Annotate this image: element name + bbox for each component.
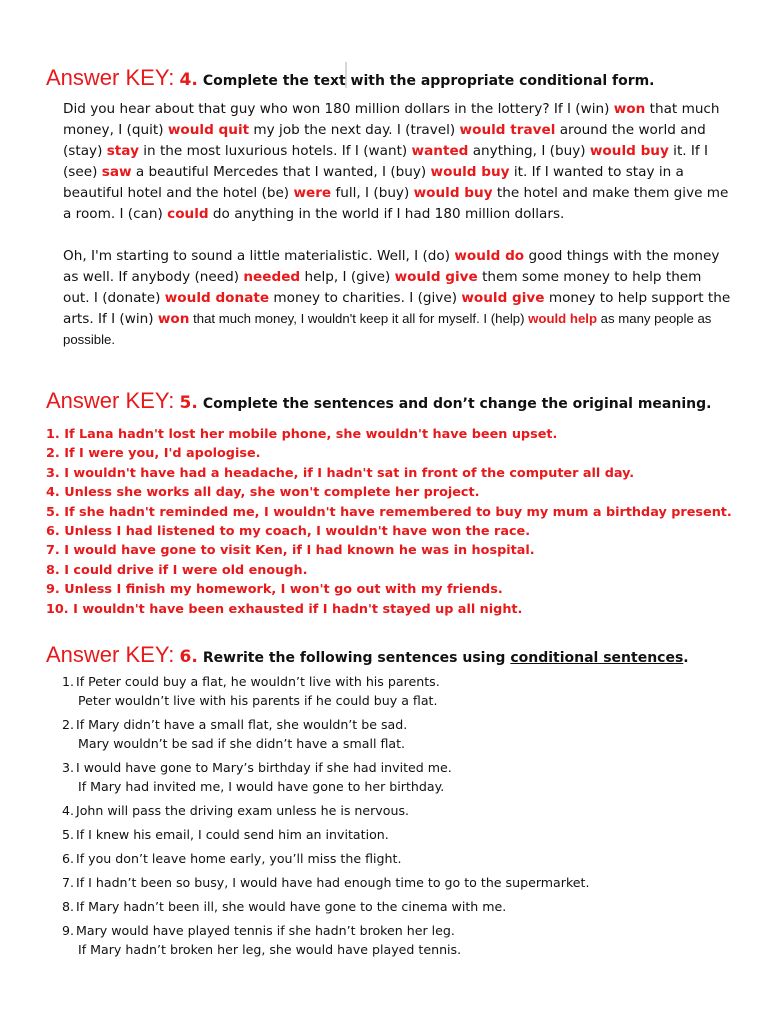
answer-key-label: Answer KEY: (46, 388, 175, 413)
instruction-underlined-text: conditional sentences (510, 650, 684, 666)
original-sentence: If I knew his email, I could send him an invitation. (76, 827, 389, 842)
text-run: money to charities. I (give) (269, 290, 462, 306)
answer-word: would travel (459, 122, 556, 138)
text-run: money to help support the arts. If I (win) (63, 290, 731, 327)
answer-item: 3. I wouldn't have had a headache, if I hadn't sat in front of the computer all day. (46, 465, 635, 481)
answer-item: 4. Unless she works all day, she won't complete her project. (46, 485, 480, 501)
original-sentence: If Mary hadn’t been ill, she would have gone to the cinema with me. (76, 899, 507, 914)
item-number: 6. (62, 851, 75, 866)
answer-item: 10. I wouldn't have been exhausted if I hadn't stayed up all night. (46, 601, 523, 617)
rewritten-sentence: Peter wouldn’t live with his parents if he could buy a flat. (78, 693, 438, 708)
text-run: do anything in the world if I had 180 million dollars. (208, 206, 565, 222)
rewrite-item (62, 897, 738, 916)
section-5-heading (46, 390, 738, 412)
rewrite-item (62, 849, 738, 868)
text-run: help, I (give) (300, 269, 395, 285)
section-4-heading (46, 67, 738, 89)
exercise-number: 5. (179, 393, 198, 413)
answer-item: 8. I could drive if I were old enough. (46, 562, 308, 578)
rewrite-item (62, 801, 738, 820)
text-run: that much money, I wouldn't keep it all for myself. I (help) (189, 311, 529, 326)
section-5 (46, 390, 738, 619)
answer-list (46, 425, 738, 619)
rewrite-item (62, 921, 738, 959)
answer-word: would help (528, 311, 598, 326)
answer-word: would buy (589, 143, 669, 159)
text-run: them some money to help them out. I (donate) (63, 269, 702, 306)
exercise-instruction: Complete the text with the appropriate conditional form. (202, 73, 655, 89)
exercise-instruction (203, 650, 689, 666)
answer-item: 9. Unless I finish my homework, I won't go out with my friends. (46, 582, 503, 598)
answer-word: would do (454, 248, 525, 264)
text-run: anything, I (buy) (468, 143, 590, 159)
answer-item: 6. Unless I had listened to my coach, I wouldn't have won the race. (46, 524, 531, 540)
answer-word: would give (394, 269, 478, 285)
original-sentence: If I hadn’t been so busy, I would have had enough time to go to the supermarket. (76, 875, 590, 890)
answer-word: would buy (430, 164, 510, 180)
item-number: 8. (62, 899, 75, 914)
item-number: 4. (62, 803, 75, 818)
item-number: 5. (62, 827, 75, 842)
answer-key-label: Answer KEY: (46, 65, 175, 90)
rewrite-item (62, 825, 738, 844)
rewrite-item (62, 758, 738, 796)
answer-word: won (157, 311, 190, 327)
text-run: Oh, I'm starting to sound a little materialistic. Well, I (do) (63, 248, 455, 264)
original-sentence: If Mary didn’t have a small flat, she wouldn’t be sad. (76, 717, 408, 732)
original-sentence: John will pass the driving exam unless he is nervous. (76, 803, 410, 818)
exercise-instruction: Complete the sentences and don’t change the original meaning. (202, 396, 712, 412)
text-run: in the most luxurious hotels. If I (want) (138, 143, 412, 159)
text-run: that much money, I (quit) (63, 101, 720, 138)
original-sentence: Mary would have played tennis if she hadn’t broken her leg. (76, 923, 455, 938)
section-6-heading (46, 644, 738, 666)
text-run: it. If I (see) (63, 143, 709, 180)
paragraph-1 (63, 99, 732, 225)
paragraph-2 (63, 246, 732, 351)
rewritten-sentence: If Mary hadn’t broken her leg, she would have played tennis. (78, 942, 462, 957)
exercise-number: 6. (179, 647, 198, 667)
text-run: the hotel and make them give me a room. I (can) (63, 185, 729, 222)
text-run: a beautiful Mercedes that I wanted, I (buy) (131, 164, 431, 180)
item-number: 2. (62, 717, 75, 732)
answer-word: would give (461, 290, 545, 306)
answer-item: 2. If I were you, I'd apologise. (46, 446, 261, 462)
section-6 (46, 644, 738, 959)
answer-item: 7. I would have gone to visit Ken, if I had known he was in hospital. (46, 543, 535, 559)
instruction-period: . (683, 650, 689, 666)
section-4 (46, 67, 738, 351)
answer-word: stay (106, 143, 139, 159)
answer-word: would buy (413, 185, 493, 201)
original-sentence: If you don’t leave home early, you’ll miss the flight. (76, 851, 402, 866)
rewritten-sentence: Mary wouldn’t be sad if she didn’t have a small flat. (78, 736, 406, 751)
item-number: 7. (62, 875, 75, 890)
item-number: 9. (62, 923, 75, 938)
exercise-number: 4. (179, 70, 198, 90)
answer-word: wanted (411, 143, 469, 159)
item-number: 1. (62, 674, 75, 689)
rewrite-list (46, 672, 738, 959)
text-run: as many people as possible. (63, 311, 712, 347)
text-run: it. If I wanted to stay in a beautiful hotel and the hotel (be) (63, 164, 684, 201)
item-number: 3. (62, 760, 75, 775)
original-sentence: I would have gone to Mary’s birthday if she had invited me. (76, 760, 452, 775)
text-run: around the world and (stay) (63, 122, 706, 159)
answer-word: won (613, 101, 646, 117)
answer-word: needed (243, 269, 301, 285)
original-sentence: If Peter could buy a flat, he wouldn’t live with his parents. (76, 674, 440, 689)
answer-word: would quit (167, 122, 250, 138)
instruction-text: Rewrite the following sentences using (202, 650, 511, 666)
answer-item: 1. If Lana hadn't lost her mobile phone, she wouldn't have been upset. (46, 427, 558, 442)
rewrite-item (62, 672, 738, 710)
answer-key-label: Answer KEY: (46, 642, 175, 667)
text-run: good things with the money as well. If anybody (need) (63, 248, 720, 285)
text-run: full, I (buy) (331, 185, 414, 201)
rewrite-item (62, 715, 738, 753)
answer-word: were (293, 185, 332, 201)
rewritten-sentence: If Mary had invited me, I would have gone to her birthday. (78, 779, 445, 794)
text-run: my job the next day. I (travel) (249, 122, 460, 138)
rewrite-item (62, 873, 738, 892)
text-run: Did you hear about that guy who won 180 million dollars in the lottery? If I (win) (63, 101, 614, 117)
answer-word: would donate (164, 290, 270, 306)
answer-word: saw (101, 164, 132, 180)
answer-word: could (167, 206, 209, 222)
answer-item: 5. If she hadn't reminded me, I wouldn't have remembered to buy my mum a birthday present. (46, 504, 732, 520)
